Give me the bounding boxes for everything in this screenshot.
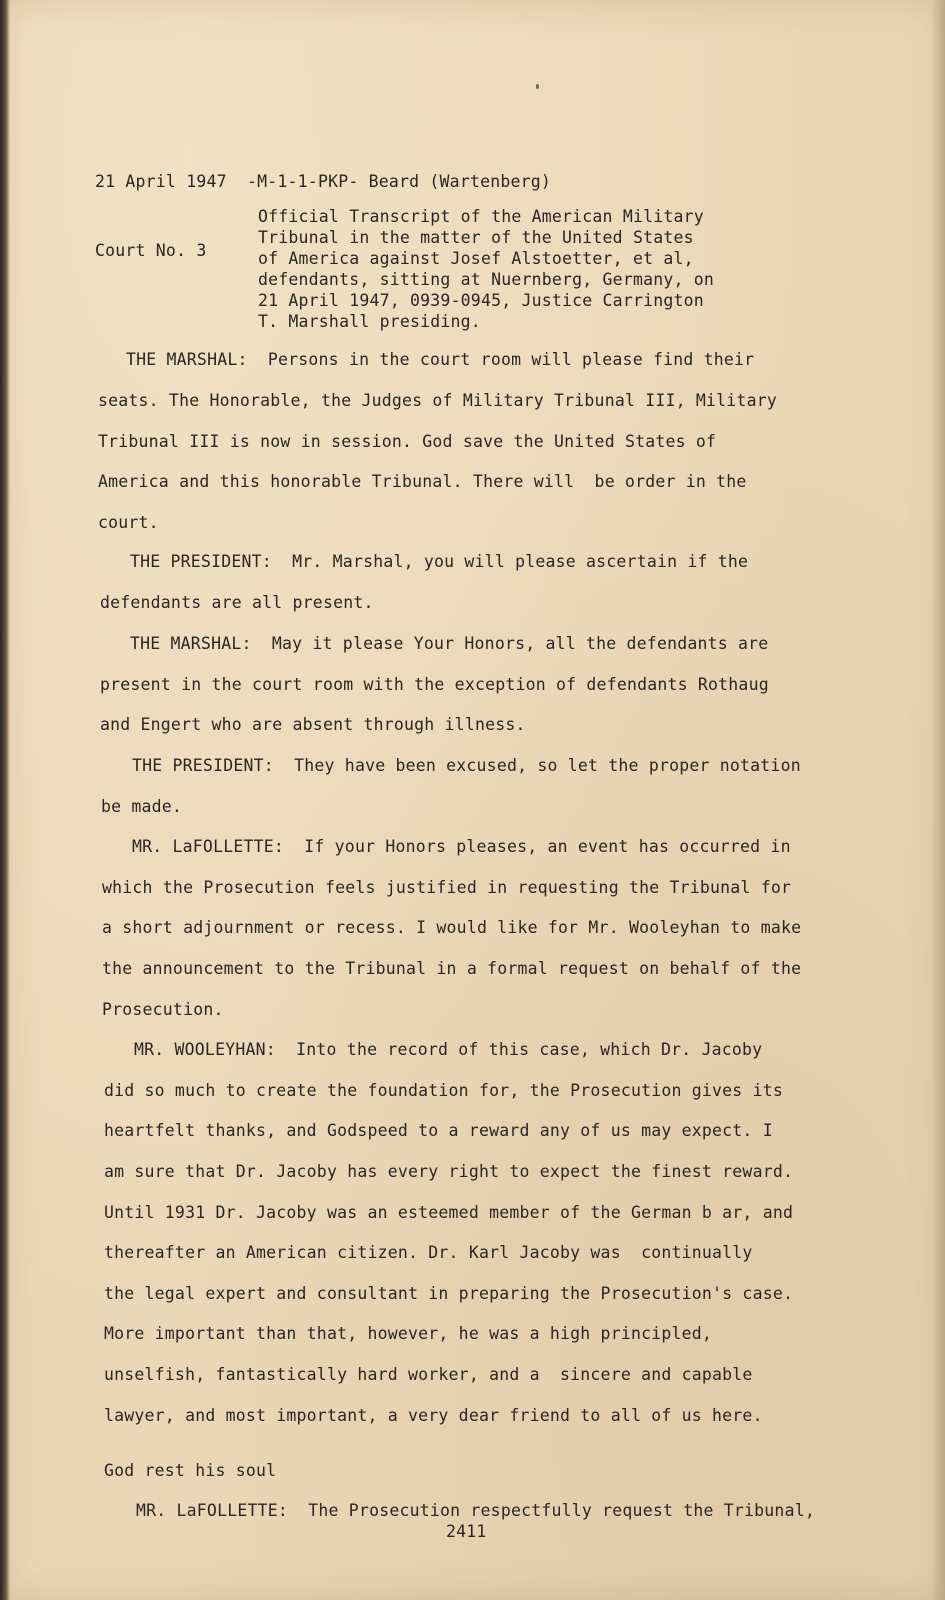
page-right-edge: [931, 0, 945, 1600]
body-line: be made.: [101, 797, 183, 816]
caption-line: Tribunal in the matter of the United States: [258, 228, 694, 247]
paper-speck: [536, 84, 539, 89]
page-number: 2411: [446, 1522, 487, 1541]
body-line: the legal expert and consultant in preparing the Prosecution's case.: [104, 1284, 794, 1303]
speaker-line-lafollette: MR. LaFOLLETTE: The Prosecution respectfully request the Tribunal,: [136, 1501, 815, 1520]
body-line: and Engert who are absent through illness.: [100, 715, 526, 734]
body-line: am sure that Dr. Jacoby has every right to expect the finest reward.: [104, 1162, 794, 1181]
speaker-line-marshal: THE MARSHAL: Persons in the court room will please find their: [126, 350, 755, 369]
body-line: a short adjournment or recess. I would like for Mr. Wooleyhan to make: [102, 918, 802, 937]
body-line: lawyer, and most important, a very dear friend to all of us here.: [104, 1406, 763, 1425]
caption-line: Official Transcript of the American Military: [258, 207, 704, 226]
body-line: God rest his soul: [104, 1461, 277, 1480]
body-line: More important than that, however, he was a high principled,: [104, 1324, 713, 1343]
speaker-line-wooleyhan: MR. WOOLEYHAN: Into the record of this case, which Dr. Jacoby: [134, 1040, 763, 1059]
speaker-line-president: THE PRESIDENT: Mr. Marshal, you will please ascertain if the: [130, 552, 749, 571]
body-line: America and this honorable Tribunal. There will be order in the: [98, 472, 747, 491]
page-left-edge: [0, 0, 10, 1600]
caption-line: defendants, sitting at Nuernberg, Germany, on: [258, 270, 715, 289]
caption-line: T. Marshall presiding.: [258, 312, 481, 331]
body-line: unselfish, fantastically hard worker, and a sincere and capable: [104, 1365, 753, 1384]
transcript-caption: [258, 206, 714, 332]
body-line: Tribunal III is now in session. God save the United States of: [98, 432, 717, 451]
caption-line: 21 April 1947, 0939-0945, Justice Carrington: [258, 291, 704, 310]
caption-line: of America against Josef Alstoetter, et al,: [258, 249, 694, 268]
body-line: seats. The Honorable, the Judges of Military Tribunal III, Military: [98, 391, 777, 410]
body-line: present in the court room with the exception of defendants Rothaug: [100, 675, 769, 694]
speaker-line-lafollette: MR. LaFOLLETTE: If your Honors pleases, an event has occurred in: [132, 837, 791, 856]
header-court-number: Court No. 3: [95, 241, 207, 260]
body-line: Prosecution.: [102, 1000, 224, 1019]
body-line: Until 1931 Dr. Jacoby was an esteemed member of the German b ar, and: [104, 1203, 794, 1222]
body-line: thereafter an American citizen. Dr. Karl Jacoby was continually: [104, 1243, 753, 1262]
body-line: court.: [98, 513, 159, 532]
body-line: the announcement to the Tribunal in a formal request on behalf of the: [102, 959, 802, 978]
body-line: defendants are all present.: [100, 593, 374, 612]
body-line: did so much to create the foundation for, the Prosecution gives its: [104, 1081, 783, 1100]
header-date-reference: 21 April 1947 -M-1-1-PKP- Beard (Wartenberg): [95, 172, 552, 191]
speaker-line-president: THE PRESIDENT: They have been excused, so let the proper notation: [132, 756, 801, 775]
body-line: heartfelt thanks, and Godspeed to a reward any of us may expect. I: [104, 1121, 773, 1140]
body-line: which the Prosecution feels justified in requesting the Tribunal for: [102, 878, 792, 897]
speaker-line-marshal: THE MARSHAL: May it please Your Honors, all the defendants are: [130, 634, 769, 653]
